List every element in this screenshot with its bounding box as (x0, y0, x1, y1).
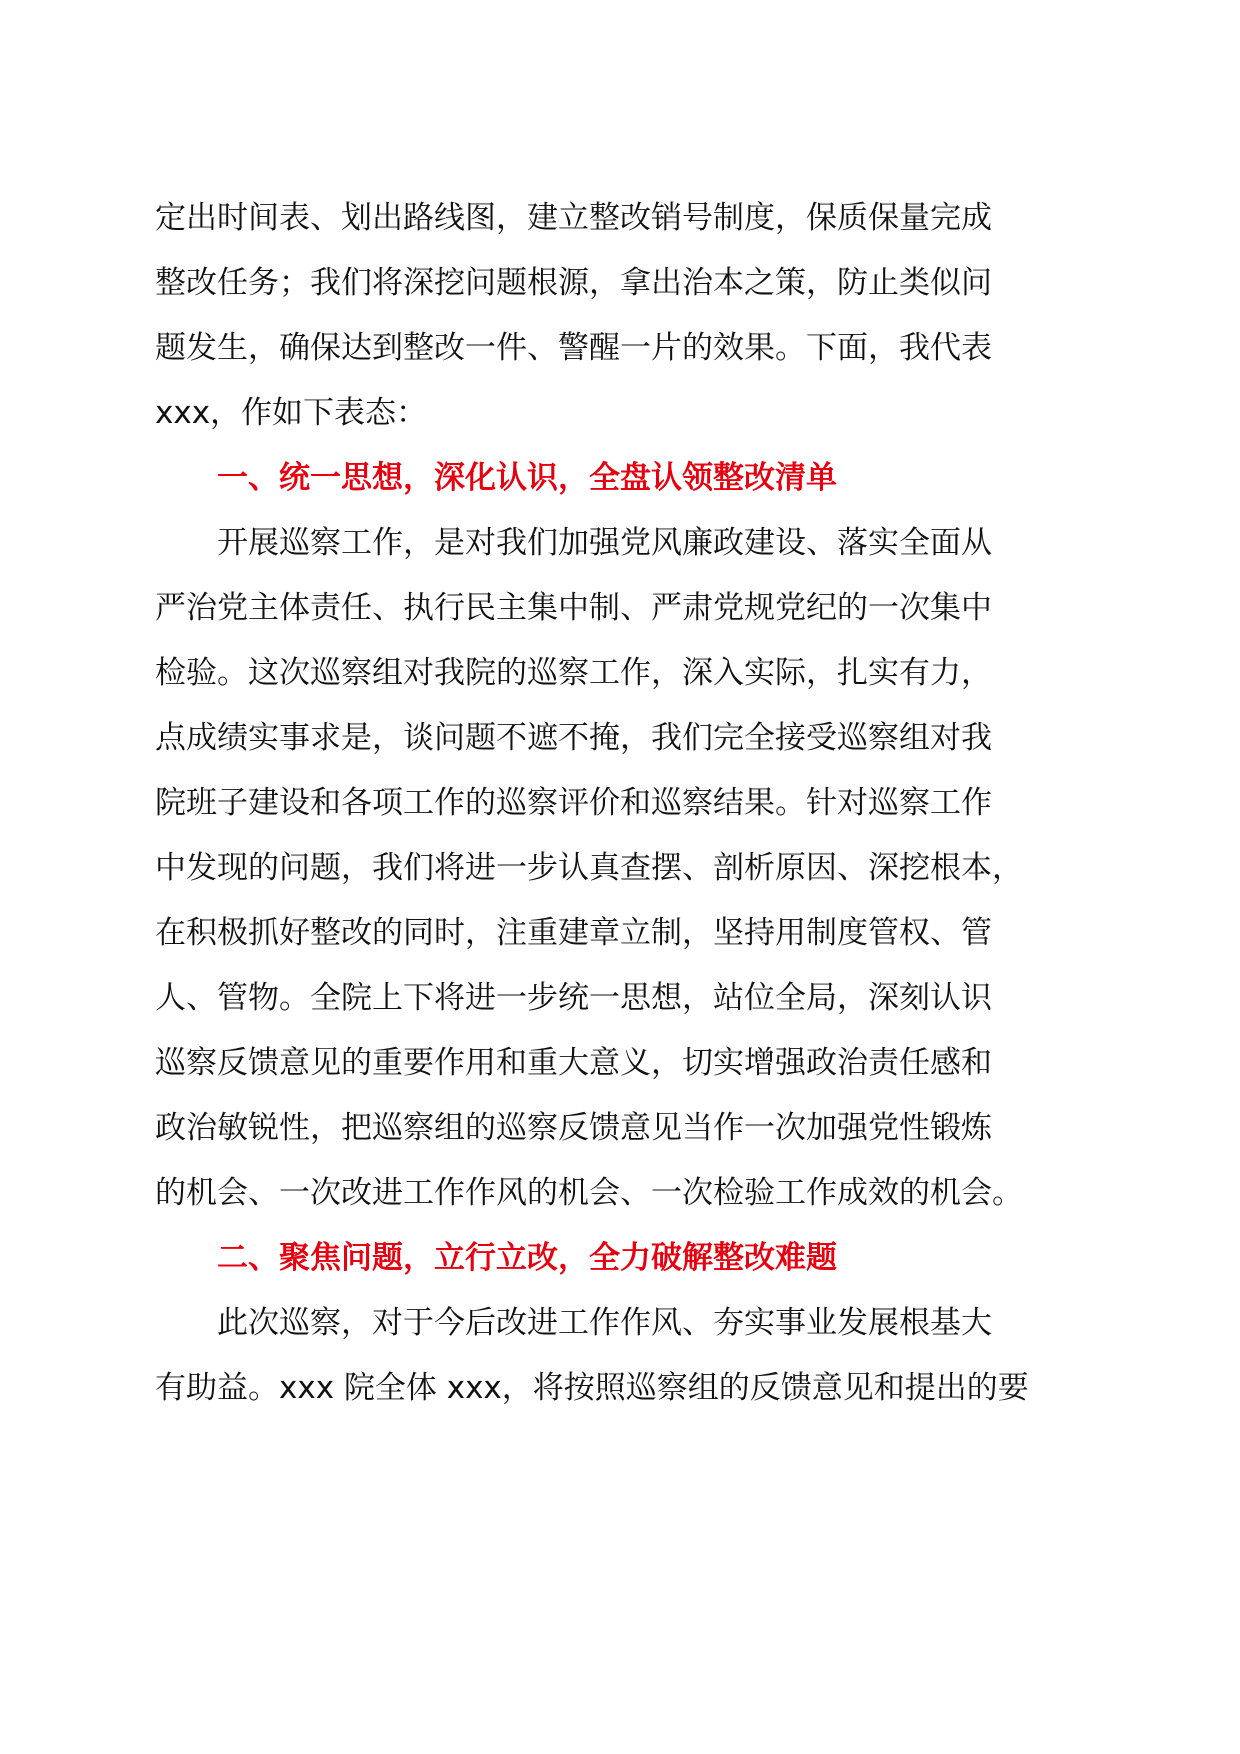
body-text-line: 院班子建设和各项工作的巡察评价和巡察结果。针对巡察工作 (155, 785, 992, 821)
body-text-line: 中发现的问题，我们将进一步认真查摆、剖析原因、深挖根本， (155, 850, 1023, 886)
document-body (155, 186, 1085, 1421)
body-text-line: 人、管物。全院上下将进一步统一思想，站位全局，深刻认识 (155, 980, 992, 1016)
body-text-line: 整改任务；我们将深挖问题根源，拿出治本之策，防止类似问 (155, 265, 992, 301)
body-text-line: xxx，作如下表态： (155, 395, 428, 431)
body-text-line: 此次巡察，对于今后改进工作作风、夯实事业发展根基大 (217, 1305, 992, 1341)
body-text-line: 开展巡察工作，是对我们加强党风廉政建设、落实全面从 (217, 525, 992, 561)
body-text-line: 巡察反馈意见的重要作用和重大意义，切实增强政治责任感和 (155, 1045, 992, 1081)
body-text-line: 的机会、一次改进工作作风的机会、一次检验工作成效的机会。 (155, 1175, 1023, 1211)
section-heading-2: 二、聚焦问题，立行立改，全力破解整改难题 (217, 1240, 837, 1276)
body-text-line: 题发生，确保达到整改一件、警醒一片的效果。下面，我代表 (155, 330, 992, 366)
body-text-line: 点成绩实事求是，谈问题不遮不掩，我们完全接受巡察组对我 (155, 720, 992, 756)
section-heading-1: 一、统一思想，深化认识，全盘认领整改清单 (217, 460, 837, 496)
body-text-line: 有助益。xxx 院全体 xxx，将按照巡察组的反馈意见和提出的要 (155, 1370, 1029, 1406)
body-text-line: 在积极抓好整改的同时，注重建章立制，坚持用制度管权、管 (155, 915, 992, 951)
body-text-line: 政治敏锐性，把巡察组的巡察反馈意见当作一次加强党性锻炼 (155, 1110, 992, 1146)
body-text-line: 检验。这次巡察组对我院的巡察工作，深入实际，扎实有力， (155, 655, 992, 691)
body-text-line: 定出时间表、划出路线图，建立整改销号制度，保质保量完成 (155, 200, 992, 236)
body-text-line: 严治党主体责任、执行民主集中制、严肃党规党纪的一次集中 (155, 590, 992, 626)
